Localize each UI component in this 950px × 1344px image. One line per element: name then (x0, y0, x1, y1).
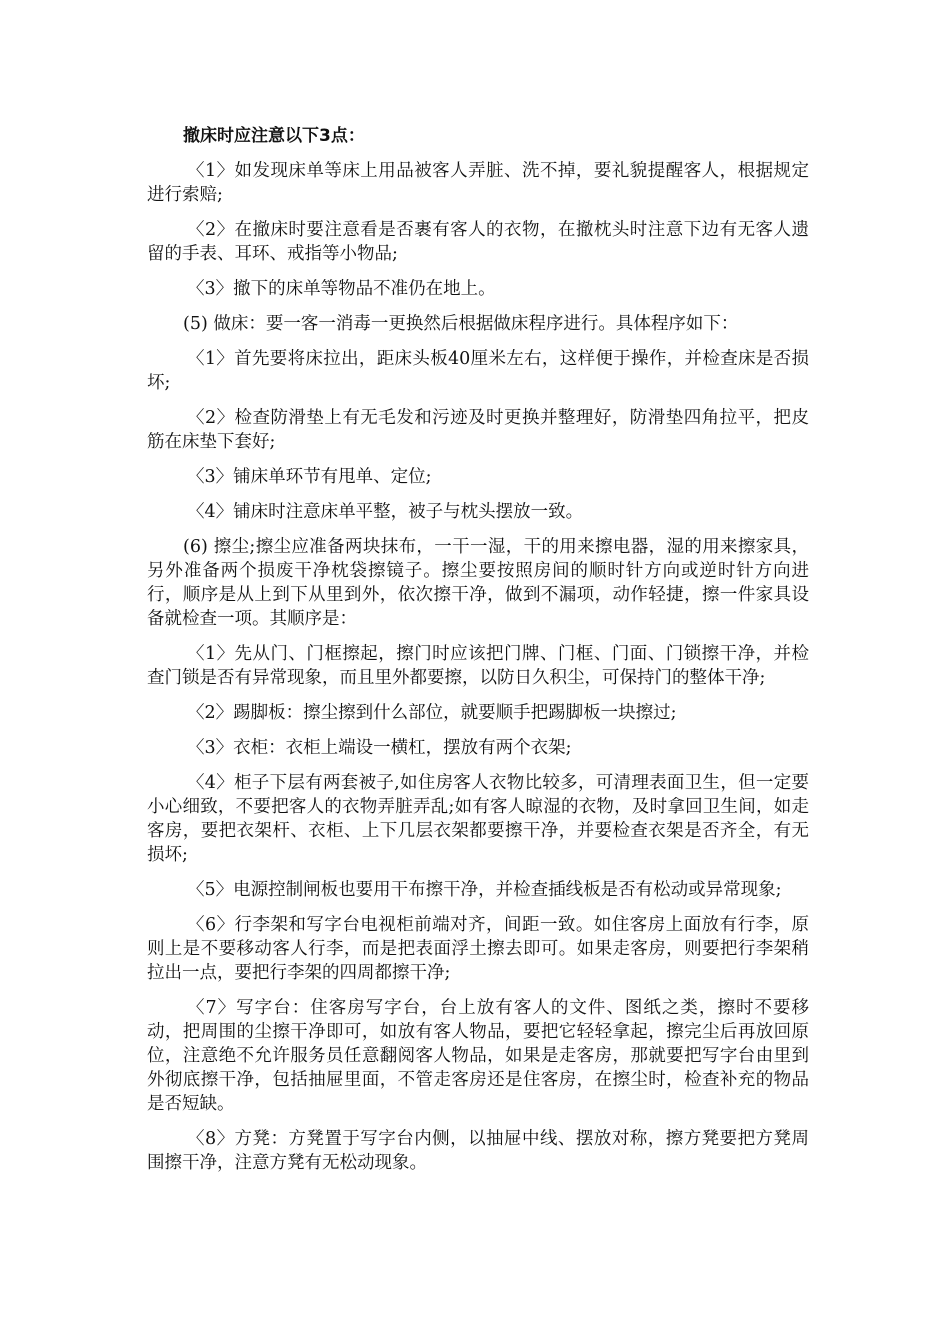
paragraph-item: 〈2〉踢脚板：擦尘擦到什么部位，就要顺手把踢脚板一块擦过; (187, 703, 677, 723)
section-heading: 撤床时应注意以下3点： (183, 126, 365, 146)
paragraph-item: 〈8〉方凳：方凳置于写字台内侧，以抽屉中线、摆放对称，擦方凳要把方凳周围擦干净，注意方凳有无松动现象。 (147, 1129, 809, 1173)
paragraph-item: 〈4〉铺床时注意床单平整，被子与枕头摆放一致。 (187, 502, 584, 522)
paragraph-item: 〈5〉电源控制闸板也要用干布擦干净，并检查插线板是否有松动或异常现象; (187, 880, 782, 900)
document-body (147, 124, 809, 1186)
paragraph-section: (5) 做床：要一客一消毒一更换然后根据做床程序进行。具体程序如下： (183, 314, 739, 334)
paragraph-item: 〈6〉行李架和写字台电视柜前端对齐，间距一致。如住客房上面放有行李，原则上是不要移动客人行李，而是把表面浮土擦去即可。如果走客房，则要把行李架稍拉出一点，要把行李架的四周都擦干净; (147, 915, 809, 983)
paragraph-item: 〈1〉首先要将床拉出，距床头板40厘米左右，这样便于操作，并检查床是否损坏; (147, 349, 809, 393)
paragraph-item: 〈3〉撤下的床单等物品不准仍在地上。 (187, 279, 496, 299)
paragraph-item: 〈1〉先从门、门框擦起，擦门时应该把门牌、门框、门面、门锁擦干净，并检查门锁是否有异常现象，而且里外都要擦，以防日久积尘，可保持门的整体干净; (147, 644, 809, 688)
paragraph-item: 〈7〉写字台：住客房写字台，台上放有客人的文件、图纸之类，擦时不要移动，把周围的尘擦干净即可，如放有客人物品，要把它轻轻拿起，擦完尘后再放回原位，注意绝不允许服务员任意翻阅客人物品，如果是走客房，那就要把写字台由里到外彻底擦干净，包括抽屉里面，不管走客房还是住客房，在擦尘时，检查补充的物品是否短缺。 (147, 998, 809, 1114)
paragraph-item: 〈4〉柜子下层有两套被子,如住房客人衣物比较多，可清理表面卫生，但一定要小心细致，不要把客人的衣物弄脏弄乱;如有客人晾湿的衣物，及时拿回卫生间，如走客房，要把衣架杆、衣柜、上下几层衣架都要擦干净，并要检查衣架是否齐全，有无损坏; (147, 773, 809, 865)
paragraph-section: (6) 擦尘;擦尘应准备两块抹布，一干一湿，干的用来擦电器，湿的用来擦家具，另外准备两个损废干净枕袋擦镜子。擦尘要按照房间的顺时针方向或逆时针方向进行，顺序是从上到下从里到外，依次擦干净，做到不漏项，动作轻捷，擦一件家具设备就检查一项。其顺序是： (147, 537, 809, 629)
paragraph-item: 〈3〉铺床单环节有甩单、定位; (187, 467, 432, 487)
paragraph-item: 〈2〉在撤床时要注意看是否裹有客人的衣物，在撤枕头时注意下边有无客人遗留的手表、耳环、戒指等小物品; (147, 220, 809, 264)
paragraph-item: 〈2〉检查防滑垫上有无毛发和污迹及时更换并整理好，防滑垫四角拉平，把皮筋在床垫下套好; (147, 408, 809, 452)
paragraph-item: 〈3〉衣柜：衣柜上端设一横杠，摆放有两个衣架; (187, 738, 572, 758)
paragraph-item: 〈1〉如发现床单等床上用品被客人弄脏、洗不掉，要礼貌提醒客人，根据规定进行索赔; (147, 161, 809, 205)
